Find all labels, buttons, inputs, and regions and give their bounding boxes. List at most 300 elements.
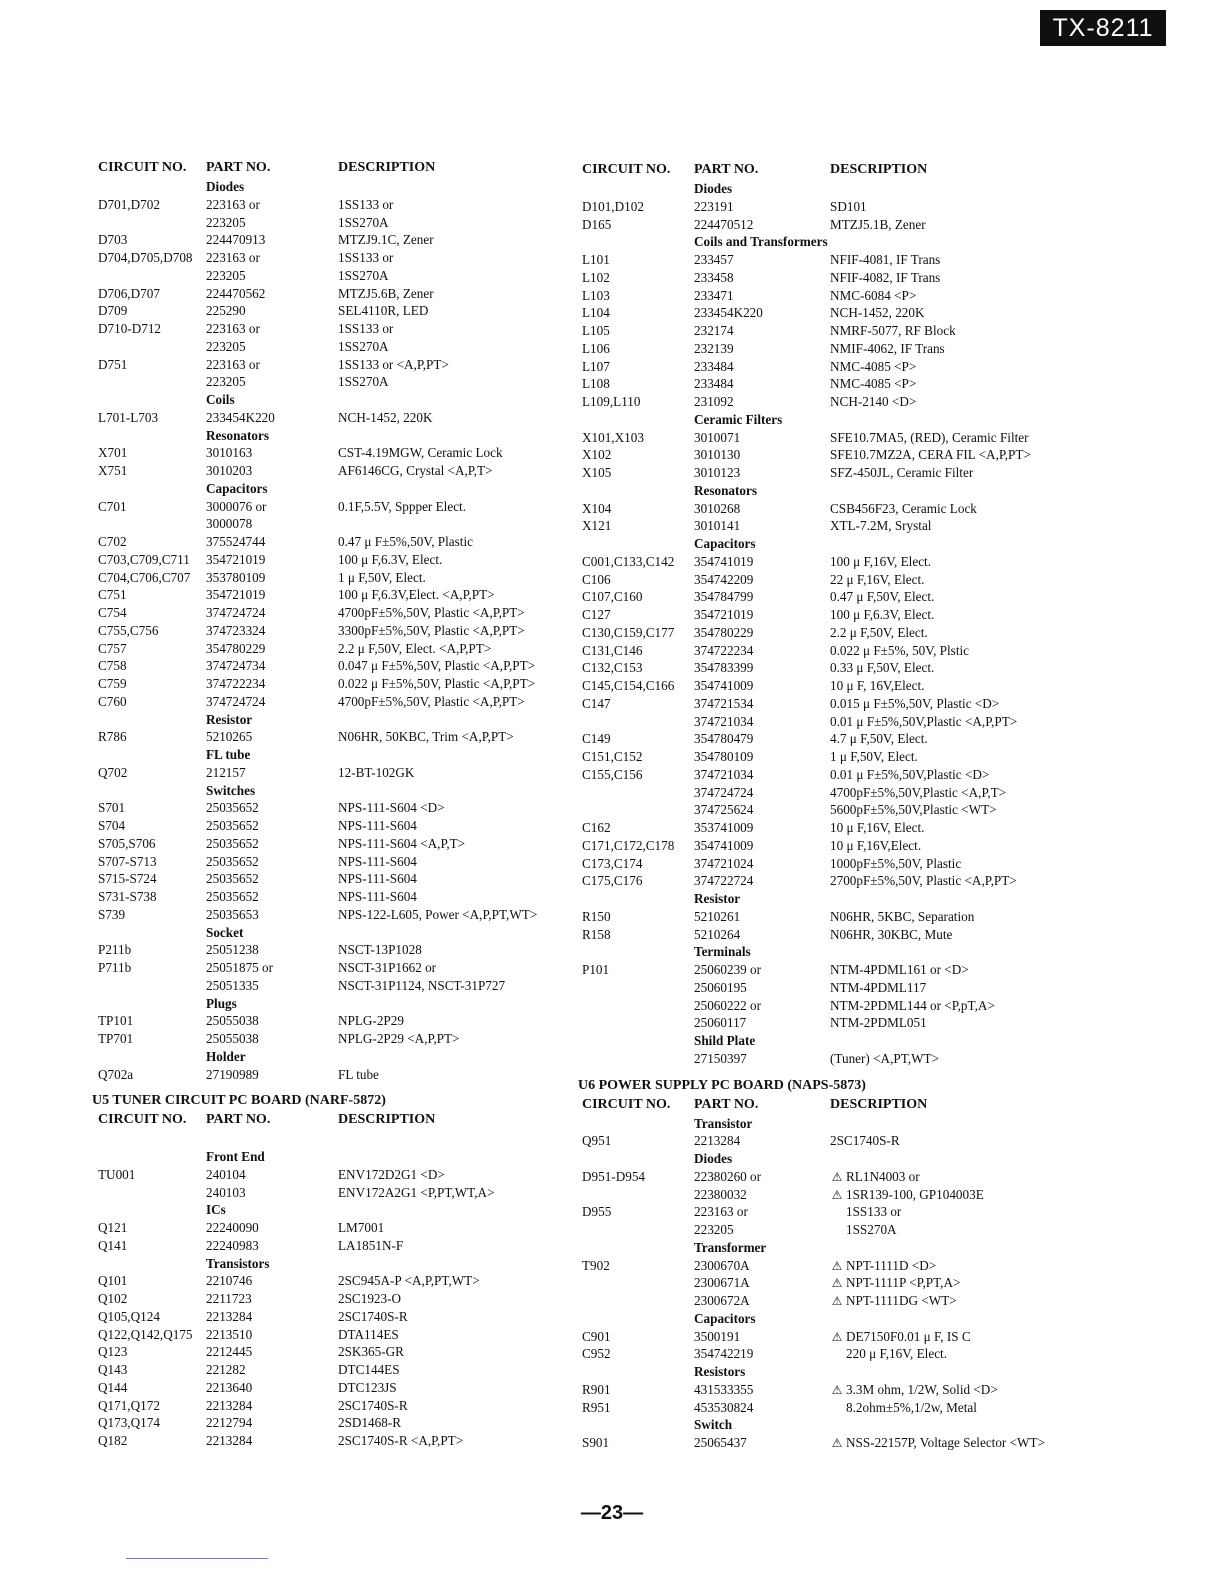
table-row — [578, 358, 1138, 376]
description — [830, 1032, 1138, 1050]
circuit-no: R901 — [582, 1381, 611, 1397]
circuit-no — [578, 1292, 694, 1310]
description — [830, 180, 1138, 198]
table-row — [578, 926, 1138, 944]
description: NFIF-4081, IF Trans — [830, 252, 941, 267]
circuit-no — [578, 1363, 694, 1381]
description-header: DESCRIPTION — [830, 162, 928, 177]
description: 10 μ F,16V,Elect. — [830, 837, 922, 853]
page-number: —23— — [580, 1502, 644, 1524]
part-no: 374722724 — [694, 873, 754, 889]
part-no: 233471 — [694, 287, 734, 303]
circuit-no — [92, 1201, 206, 1219]
description: 2SC1740S-R <A,P,PT> — [338, 1433, 464, 1448]
description: 5600pF±5%,50V,Plastic <WT> — [830, 802, 997, 818]
part-no: 233458 — [694, 269, 734, 285]
circuit-header: CIRCUIT NO. — [582, 162, 671, 177]
description: NPS-111-S604 — [338, 853, 417, 869]
circuit-no: D703 — [98, 232, 128, 248]
description: NTM-4PDML161 or <D> — [830, 962, 969, 977]
circuit-no — [578, 1014, 694, 1032]
category-row — [578, 1115, 1138, 1133]
description: 12-BT-102GK — [338, 764, 415, 780]
circuit-no: D709 — [98, 303, 128, 319]
description: 1SS270A — [338, 338, 389, 354]
table-row — [92, 373, 572, 391]
circuit-no: S715-S724 — [98, 871, 157, 887]
description: 100 μ F,6.3V,Elect. <A,P,PT> — [338, 587, 495, 603]
part-no: 354742219 — [694, 1346, 754, 1362]
circuit-no — [92, 1184, 206, 1202]
part-no: 354780109 — [694, 749, 754, 764]
circuit-no: X101,X103 — [582, 429, 644, 445]
description — [830, 1399, 1138, 1417]
description: NPS-111-S604 — [338, 889, 417, 904]
part-no: 2300672A — [694, 1293, 750, 1308]
category-row — [92, 480, 572, 498]
description: 2.2 μ F,50V, Elect. — [830, 624, 928, 640]
circuit-no: Q702 — [98, 764, 128, 780]
description — [830, 233, 1138, 251]
description: DTA114ES — [338, 1326, 399, 1342]
part-no: 354742209 — [694, 571, 754, 587]
description: N06HR, 50KBC, Trim <A,P,PT> — [338, 729, 514, 745]
table-row — [92, 409, 572, 427]
circuit-no: L103 — [582, 287, 610, 303]
table-row — [578, 1381, 1138, 1399]
part-no: 5210265 — [206, 729, 253, 745]
table-row — [92, 1308, 572, 1326]
table-row — [92, 1326, 572, 1344]
left-column — [92, 158, 572, 1450]
table-row — [92, 675, 572, 693]
circuit-no: L104 — [582, 305, 610, 321]
circuit-no: C151,C152 — [582, 749, 643, 764]
circuit-no: S705,S706 — [98, 835, 156, 851]
description: 2SC1740S-R — [830, 1133, 900, 1149]
description: 100 μ F,16V, Elect. — [830, 553, 932, 569]
description — [338, 711, 572, 729]
description: SFZ-450JL, Ceramic Filter — [830, 465, 974, 480]
description: 0.33 μ F,50V, Elect. — [830, 660, 935, 676]
part-no: 240104 — [206, 1166, 246, 1182]
table-row — [92, 196, 572, 214]
part-no: 223205 — [206, 338, 246, 354]
part-no: 27150397 — [694, 1050, 747, 1066]
table-row — [92, 285, 572, 303]
part-no: 375524744 — [206, 534, 266, 549]
table-row — [578, 997, 1138, 1015]
part-no: 25035653 — [206, 906, 259, 922]
part-no: Diodes — [694, 1151, 733, 1166]
table-row — [92, 231, 572, 249]
description — [338, 1201, 572, 1219]
part-no: 25065437 — [694, 1435, 747, 1450]
circuit-no — [92, 977, 206, 995]
circuit-no: Q141 — [98, 1237, 128, 1253]
category-row — [92, 924, 572, 942]
description: 2SC1740S-R — [338, 1308, 408, 1324]
table-row — [578, 517, 1138, 535]
circuit-no: C162 — [582, 820, 611, 835]
circuit-no — [578, 1239, 694, 1257]
table-header — [578, 160, 1138, 180]
circuit-no: C147 — [582, 695, 611, 711]
description-text: RL1N4003 or — [846, 1168, 920, 1184]
table-row — [92, 941, 572, 959]
part-no: 374724734 — [206, 658, 266, 674]
circuit-no: S731-S738 — [98, 889, 157, 904]
category-row — [578, 1363, 1138, 1381]
circuit-no: X102 — [582, 447, 612, 463]
circuit-no — [92, 1148, 206, 1166]
circuit-no — [578, 1416, 694, 1434]
circuit-no: C132,C153 — [582, 660, 643, 676]
circuit-no: T902 — [582, 1257, 610, 1273]
table-row — [578, 446, 1138, 464]
part-no: 2213510 — [206, 1326, 253, 1342]
circuit-no: Q182 — [98, 1433, 128, 1448]
circuit-no — [578, 180, 694, 198]
table-row — [578, 340, 1138, 358]
circuit-no: Q144 — [98, 1379, 128, 1395]
circuit-no: L101 — [582, 252, 610, 267]
part-no: 3010130 — [694, 447, 741, 463]
description: LM7001 — [338, 1220, 385, 1235]
table-row — [92, 853, 572, 871]
parts-list-main — [92, 178, 572, 1083]
part-no: 223163 or — [694, 1204, 748, 1220]
table-row — [578, 819, 1138, 837]
circuit-no — [92, 515, 206, 533]
category-row — [578, 411, 1138, 429]
description — [830, 1363, 1138, 1381]
description — [830, 1434, 1138, 1452]
part-no: 2211723 — [206, 1291, 252, 1306]
table-row — [578, 979, 1138, 997]
circuit-no — [92, 391, 206, 409]
description: 3300pF±5%,50V, Plastic <A,P,PT> — [338, 622, 525, 638]
description — [830, 1239, 1138, 1257]
part-no: Capacitors — [694, 1310, 756, 1326]
description: (Tuner) <A,PT,WT> — [830, 1050, 940, 1066]
part-no: 25055038 — [206, 1013, 259, 1029]
circuit-no: S704 — [98, 818, 126, 833]
warning-triangle-icon: ⚠ — [831, 1382, 843, 1397]
description — [338, 1130, 572, 1148]
part-no: 231092 — [694, 394, 734, 409]
circuit-no — [578, 943, 694, 961]
description: 0.01 μ F±5%,50V,Plastic <D> — [830, 766, 990, 782]
table-row — [92, 1166, 572, 1184]
part-no: Capacitors — [206, 480, 268, 496]
part-no: 3010123 — [694, 465, 741, 480]
part-no: 3010141 — [694, 518, 741, 534]
description: SFE10.7MZ2A, CERA FIL <A,P,PT> — [830, 447, 1031, 463]
description: NMC-4085 <P> — [830, 358, 917, 374]
part-no: 25055038 — [206, 1031, 259, 1046]
table-row — [92, 1432, 572, 1450]
part-no: 25051875 or — [206, 960, 274, 975]
warning-triangle-icon: ⚠ — [831, 1294, 843, 1308]
table-row — [578, 429, 1138, 447]
description — [830, 1345, 1138, 1363]
description: NPS-111-S604 — [338, 871, 417, 887]
part-no: Front End — [206, 1149, 265, 1164]
table-row — [92, 1361, 572, 1379]
category-row — [92, 178, 572, 196]
circuit-no: L108 — [582, 376, 610, 392]
part-no: 2300670A — [694, 1257, 750, 1273]
table-row — [92, 249, 572, 267]
description — [338, 995, 572, 1013]
table-row — [578, 1050, 1138, 1068]
category-row — [92, 1255, 572, 1273]
part-no: 2213284 — [206, 1397, 253, 1413]
description-text: 1SS133 or — [846, 1204, 902, 1220]
u6-table-header — [578, 1095, 1138, 1115]
table-row — [578, 304, 1138, 322]
description-text: 1SS270A — [846, 1222, 897, 1237]
part-no: 223163 or — [206, 356, 260, 372]
circuit-no — [578, 1050, 694, 1068]
model-badge: TX-8211 — [1040, 10, 1166, 46]
description — [830, 1186, 1138, 1204]
circuit-no: TU001 — [98, 1166, 136, 1182]
part-no: Transistors — [206, 1255, 270, 1271]
description: 2.2 μ F,50V, Elect. <A,P,PT> — [338, 640, 492, 656]
table-row — [578, 837, 1138, 855]
circuit-header: CIRCUIT NO. — [98, 1112, 187, 1128]
category-row — [92, 995, 572, 1013]
description: 1 μ F,50V, Elect. — [830, 749, 918, 764]
part-no: 2212445 — [206, 1344, 253, 1360]
table-row — [92, 1219, 572, 1237]
description: NPLG-2P29 — [338, 1013, 404, 1029]
table-row — [578, 642, 1138, 660]
part-no: 374721034 — [694, 713, 754, 729]
part-no: 223205 — [206, 267, 246, 283]
part-no: FL tube — [206, 747, 251, 762]
u5-table-header — [92, 1110, 572, 1130]
part-no: 224470913 — [206, 232, 266, 248]
part-no: 232174 — [694, 323, 734, 338]
part-no: 2213284 — [206, 1308, 253, 1324]
category-row — [92, 1148, 572, 1166]
description: NTM-2PDML051 — [830, 1015, 927, 1031]
category-row — [578, 1239, 1138, 1257]
part-no: Resonators — [206, 427, 270, 443]
warning-triangle-icon: ⚠ — [831, 1276, 843, 1291]
part-no: 223163 or — [206, 321, 260, 336]
description: 0.047 μ F±5%,50V, Plastic <A,P,PT> — [338, 658, 536, 674]
description: NMC-6084 <P> — [830, 287, 917, 303]
part-no: Shild Plate — [694, 1033, 756, 1048]
warning-triangle-icon: ⚠ — [831, 1187, 843, 1202]
description: NSCT-31P1662 or — [338, 960, 437, 975]
table-row — [92, 302, 572, 320]
description — [338, 178, 572, 196]
table-row — [92, 817, 572, 835]
table-row — [578, 677, 1138, 695]
circuit-no: D706,D707 — [98, 285, 160, 301]
description — [830, 1310, 1138, 1328]
part-no: 22380032 — [694, 1186, 747, 1202]
part-no: 354741009 — [694, 837, 754, 853]
description: 1SS133 or — [338, 321, 394, 336]
description: FL tube — [338, 1066, 379, 1082]
part-no: 2213640 — [206, 1379, 253, 1395]
description — [338, 1255, 572, 1273]
table-row — [578, 1328, 1138, 1346]
description: 4700pF±5%,50V, Plastic <A,P,PT> — [338, 605, 525, 620]
description: N06HR, 30KBC, Mute — [830, 926, 953, 942]
circuit-no: X121 — [582, 518, 612, 534]
description: CST-4.19MGW, Ceramic Lock — [338, 445, 503, 461]
description: NCH-2140 <D> — [830, 394, 917, 409]
part-no: 374725624 — [694, 802, 754, 818]
description: 4700pF±5%,50V,Plastic <A,P,T> — [830, 784, 1007, 800]
circuit-no — [578, 997, 694, 1015]
part-no: 5210264 — [694, 926, 741, 942]
description: 2SC1740S-R — [338, 1397, 408, 1413]
description — [338, 782, 572, 800]
description: SD101 — [830, 198, 867, 214]
description: 100 μ F,6.3V, Elect. — [830, 607, 935, 622]
part-no: Diodes — [694, 181, 733, 196]
description-header: DESCRIPTION — [338, 1112, 436, 1128]
u6-section-title: U6 POWER SUPPLY PC BOARD (NAPS-5873) — [578, 1077, 866, 1093]
circuit-no: Q105,Q124 — [98, 1308, 160, 1324]
part-no: 3000078 — [206, 516, 253, 532]
description — [830, 1168, 1138, 1186]
table-row — [92, 320, 572, 338]
circuit-no — [92, 924, 206, 942]
circuit-no: X105 — [582, 465, 612, 480]
description: 2700pF±5%,50V, Plastic <A,P,PT> — [830, 873, 1017, 889]
circuit-no — [578, 482, 694, 500]
part-no: 2213284 — [206, 1433, 253, 1448]
circuit-no — [578, 1150, 694, 1168]
category-row — [92, 427, 572, 445]
part-no: Diodes — [206, 179, 245, 194]
part-header: PART NO. — [206, 1112, 271, 1128]
part-no: 233484 — [694, 358, 734, 374]
circuit-no — [578, 1115, 694, 1133]
part-no: Resistor — [206, 711, 253, 727]
circuit-no: P711b — [98, 960, 132, 975]
circuit-no — [578, 784, 694, 802]
description — [830, 482, 1138, 500]
description — [830, 411, 1138, 429]
circuit-no — [578, 411, 694, 429]
category-row — [578, 1416, 1138, 1434]
circuit-no: C704,C706,C707 — [98, 569, 191, 585]
table-row — [92, 1272, 572, 1290]
category-row — [578, 1150, 1138, 1168]
circuit-no: D751 — [98, 356, 128, 372]
part-header: PART NO. — [694, 162, 759, 177]
circuit-no: L701-L703 — [98, 409, 159, 425]
description: 1SS133 or — [338, 196, 394, 212]
table-row — [92, 657, 572, 675]
circuit-no — [578, 1186, 694, 1204]
circuit-no — [92, 1130, 206, 1148]
description: N06HR, 5KBC, Separation — [830, 908, 975, 924]
category-row — [92, 1048, 572, 1066]
description-text: DE7150F0.01 μ F, IS C — [846, 1328, 971, 1344]
description: NPLG-2P29 <A,P,PT> — [338, 1031, 460, 1046]
circuit-no — [578, 233, 694, 251]
description: XTL-7.2M, Srystal — [830, 518, 932, 534]
circuit-no: C757 — [98, 640, 127, 656]
table-row — [92, 498, 572, 516]
description: 1000pF±5%,50V, Plastic — [830, 855, 962, 871]
circuit-no: C758 — [98, 658, 127, 674]
description: NCH-1452, 220K — [338, 409, 433, 425]
table-row — [578, 766, 1138, 784]
circuit-no: C754 — [98, 605, 127, 620]
circuit-no: C001,C133,C142 — [582, 553, 675, 569]
circuit-no: X104 — [582, 500, 612, 516]
table-row — [578, 606, 1138, 624]
circuit-no — [92, 995, 206, 1013]
description: 0.47 μ F,50V, Elect. — [830, 589, 935, 605]
part-no: 233454K220 — [206, 409, 275, 425]
table-row — [578, 801, 1138, 819]
part-no: ICs — [206, 1202, 226, 1218]
part-no: Resistor — [694, 891, 741, 906]
description-text: 220 μ F,16V, Elect. — [846, 1346, 948, 1362]
circuit-no — [92, 782, 206, 800]
description — [830, 1416, 1138, 1434]
table-row — [92, 728, 572, 746]
category-row — [92, 782, 572, 800]
part-no: Transistor — [694, 1115, 753, 1131]
table-row — [92, 764, 572, 782]
part-no: 2212794 — [206, 1415, 253, 1431]
part-no: 354721019 — [206, 551, 266, 567]
table-row — [92, 906, 572, 924]
description — [830, 1203, 1138, 1221]
table-row — [578, 1186, 1138, 1204]
circuit-no: D704,D705,D708 — [98, 250, 193, 265]
warning-triangle-icon: ⚠ — [831, 1169, 843, 1184]
table-row — [578, 1434, 1138, 1452]
circuit-no: C107,C160 — [582, 589, 643, 605]
description-text: NSS-22157P, Voltage Selector <WT> — [846, 1435, 1046, 1450]
circuit-no: D955 — [582, 1204, 612, 1220]
part-no: 354721019 — [206, 587, 266, 603]
circuit-no — [578, 535, 694, 553]
description: SEL4110R, LED — [338, 303, 429, 319]
part-no: 25060195 — [694, 979, 747, 995]
description — [830, 1292, 1138, 1310]
part-no: 3000076 or — [206, 498, 267, 514]
part-no: 354784799 — [694, 589, 754, 605]
part-no: 224470562 — [206, 285, 266, 301]
description: SFE10.7MA5, (RED), Ceramic Filter — [830, 429, 1029, 445]
part-no: Plugs — [206, 995, 237, 1011]
description-text: 8.2ohm±5%,1/2w, Metal — [846, 1399, 977, 1415]
description — [830, 1115, 1138, 1133]
warning-triangle-icon: ⚠ — [831, 1329, 843, 1344]
description: 100 μ F,6.3V, Elect. — [338, 551, 443, 567]
table-row — [578, 287, 1138, 305]
circuit-no — [92, 1255, 206, 1273]
circuit-no: S707-S713 — [98, 853, 157, 869]
circuit-no: C701 — [98, 498, 127, 514]
